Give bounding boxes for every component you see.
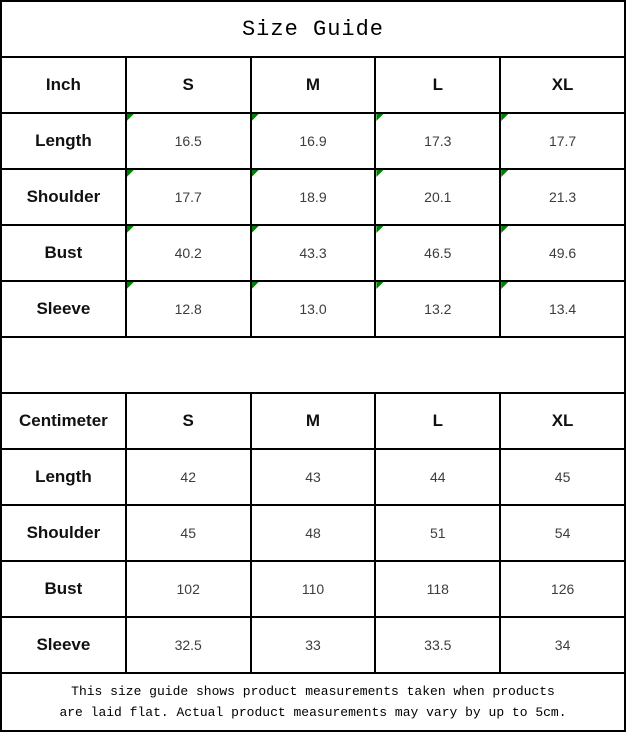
footer-note-line1: This size guide shows product measurements taken when products	[71, 683, 555, 699]
row-label: Bust	[1, 225, 126, 281]
cell-corner-flag-icon	[501, 226, 508, 233]
cell-corner-flag-icon	[501, 282, 508, 289]
value-text: 17.7	[174, 189, 202, 205]
cell-corner-flag-icon	[127, 226, 134, 233]
value-cell	[500, 225, 625, 281]
value-text: 49.6	[548, 245, 577, 261]
value-cell	[251, 225, 376, 281]
value-cell	[251, 281, 376, 337]
value-cell	[126, 113, 251, 169]
cell-corner-flag-icon	[376, 226, 383, 233]
value-cell: 44	[375, 449, 500, 505]
cm-length-row	[1, 449, 625, 505]
value-cell	[375, 113, 500, 169]
value-text: 12.8	[174, 301, 202, 317]
cell-corner-flag-icon	[252, 226, 259, 233]
cell-corner-flag-icon	[127, 114, 134, 121]
value-cell	[500, 281, 625, 337]
value-cell	[126, 169, 251, 225]
cm-size-header-l: L	[375, 393, 500, 449]
spacer-cell	[1, 337, 625, 393]
cell-corner-flag-icon	[376, 282, 383, 289]
value-text: 13.4	[548, 301, 577, 317]
value-cell	[500, 169, 625, 225]
value-cell	[375, 169, 500, 225]
row-label: Bust	[1, 561, 126, 617]
row-label: Length	[1, 113, 126, 169]
inch-size-header-s: S	[126, 57, 251, 113]
row-label: Sleeve	[1, 281, 126, 337]
inch-length-row	[1, 113, 625, 169]
cell-corner-flag-icon	[376, 170, 383, 177]
cm-size-header-xl: XL	[500, 393, 625, 449]
value-cell	[126, 281, 251, 337]
value-cell: 45	[126, 505, 251, 561]
value-cell: 42	[126, 449, 251, 505]
value-cell: 33.5	[375, 617, 500, 673]
cell-corner-flag-icon	[501, 114, 508, 121]
value-text: 13.0	[299, 301, 327, 317]
footer-note	[1, 673, 625, 731]
row-label: Shoulder	[1, 505, 126, 561]
value-cell: 102	[126, 561, 251, 617]
value-text: 17.3	[424, 133, 452, 149]
inch-sleeve-row	[1, 281, 625, 337]
value-text: 46.5	[424, 245, 452, 261]
value-text: 16.5	[174, 133, 202, 149]
cm-unit-header: Centimeter	[1, 393, 126, 449]
footer-note-line2: are laid flat. Actual product measurements may vary by up to 5cm.	[59, 705, 567, 720]
cm-shoulder-row	[1, 505, 625, 561]
row-label: Length	[1, 449, 126, 505]
cm-size-header-s: S	[126, 393, 251, 449]
value-cell: 54	[500, 505, 625, 561]
value-cell	[251, 113, 376, 169]
value-text: 17.7	[548, 133, 577, 149]
value-cell: 43	[251, 449, 376, 505]
value-text: 20.1	[424, 189, 452, 205]
inch-size-header-m: M	[251, 57, 376, 113]
cell-corner-flag-icon	[252, 170, 259, 177]
cell-corner-flag-icon	[501, 170, 508, 177]
inch-bust-row	[1, 225, 625, 281]
value-text: 40.2	[174, 245, 202, 261]
value-cell	[375, 281, 500, 337]
value-cell	[375, 225, 500, 281]
row-label: Shoulder	[1, 169, 126, 225]
cell-corner-flag-icon	[252, 282, 259, 289]
page-title: Size Guide	[1, 1, 625, 57]
value-cell: 33	[251, 617, 376, 673]
value-text: 13.2	[424, 301, 452, 317]
cell-corner-flag-icon	[252, 114, 259, 121]
value-cell: 32.5	[126, 617, 251, 673]
value-cell	[126, 225, 251, 281]
value-cell	[251, 169, 376, 225]
value-text: 43.3	[299, 245, 327, 261]
cell-corner-flag-icon	[127, 170, 134, 177]
cm-header-row	[1, 393, 625, 449]
value-cell: 34	[500, 617, 625, 673]
cell-corner-flag-icon	[127, 282, 134, 289]
spacer-row	[1, 337, 625, 393]
footer-row	[1, 673, 625, 731]
row-label: Sleeve	[1, 617, 126, 673]
cell-corner-flag-icon	[376, 114, 383, 121]
value-cell: 45	[500, 449, 625, 505]
value-cell: 118	[375, 561, 500, 617]
value-cell: 110	[251, 561, 376, 617]
inch-shoulder-row	[1, 169, 625, 225]
inch-unit-header: Inch	[1, 57, 126, 113]
value-text: 16.9	[299, 133, 327, 149]
value-cell: 126	[500, 561, 625, 617]
cm-sleeve-row	[1, 617, 625, 673]
value-cell: 48	[251, 505, 376, 561]
value-text: 18.9	[299, 189, 327, 205]
cm-size-header-m: M	[251, 393, 376, 449]
inch-header-row	[1, 57, 625, 113]
value-cell	[500, 113, 625, 169]
inch-size-header-xl: XL	[500, 57, 625, 113]
value-text: 21.3	[548, 189, 577, 205]
cm-bust-row	[1, 561, 625, 617]
value-cell: 51	[375, 505, 500, 561]
inch-size-header-l: L	[375, 57, 500, 113]
